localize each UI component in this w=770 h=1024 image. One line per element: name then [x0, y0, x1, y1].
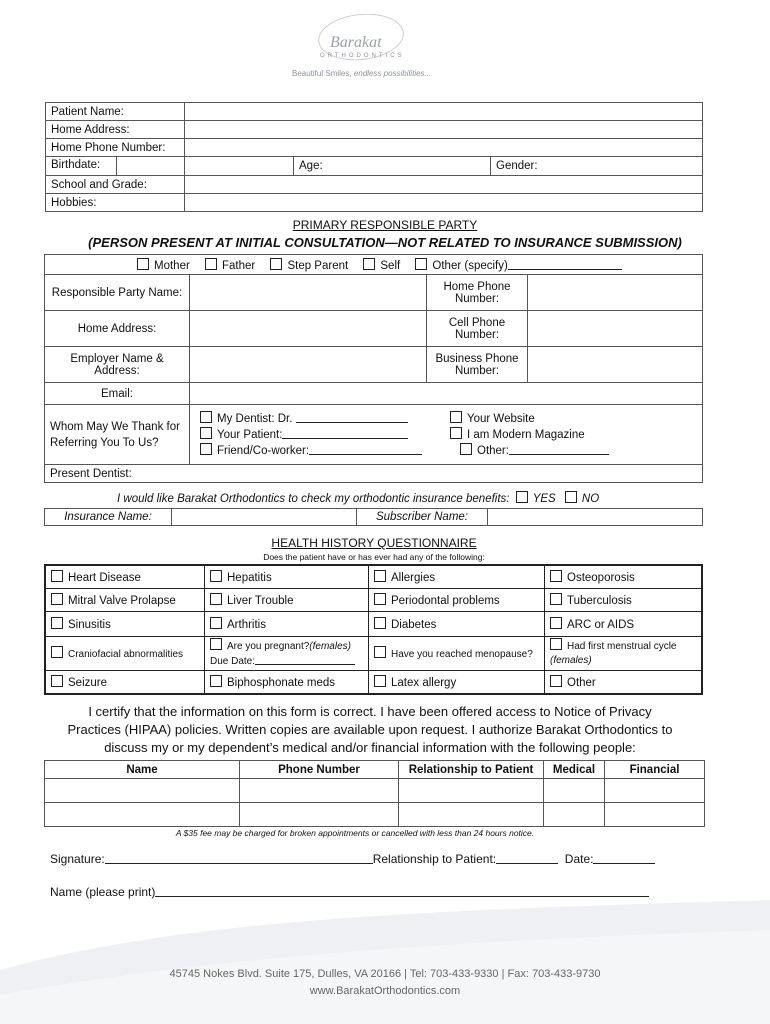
checkbox-referral-dentist[interactable]	[200, 411, 212, 423]
checkbox-osteoporosis[interactable]	[550, 570, 562, 582]
col-relationship: Relationship to Patient	[399, 761, 544, 779]
health-hepatitis[interactable]: Hepatitis	[205, 565, 369, 588]
signature-label: Signature:	[50, 852, 105, 866]
checkbox-step-parent[interactable]	[270, 258, 282, 270]
relation-step-parent[interactable]: Step Parent	[270, 260, 348, 272]
person-2-medical[interactable]	[544, 803, 605, 827]
footer-wave-decoration	[0, 900, 770, 1024]
health-liver-trouble[interactable]: Liver Trouble	[205, 588, 369, 611]
relationship-line[interactable]	[496, 852, 558, 864]
signature-row	[50, 852, 655, 866]
health-menopause[interactable]: Have you reached menopause?	[369, 636, 545, 670]
authorized-people-table	[44, 760, 705, 827]
checkbox-menstrual[interactable]	[550, 638, 562, 650]
party-home-address-field[interactable]	[190, 311, 427, 347]
checkbox-referral-website[interactable]	[450, 411, 462, 423]
certify-line-1: I certify that the information on this form is correct. I have been offered access to Notice of Privacy	[88, 704, 652, 719]
referral-other[interactable]: Other:	[450, 443, 609, 459]
checkbox-liver-trouble[interactable]	[210, 593, 222, 605]
print-name-line[interactable]	[155, 885, 649, 897]
insurance-question: I would like Barakat Orthodontics to check my orthodontic insurance benefits:	[117, 493, 510, 505]
school-field[interactable]	[185, 176, 703, 194]
hobbies-field[interactable]	[185, 194, 703, 212]
present-dentist-field[interactable]	[45, 465, 703, 483]
referral-dentist[interactable]: My Dentist: Dr.	[200, 411, 450, 427]
person-1-financial[interactable]	[605, 779, 705, 803]
checkbox-referral-friend[interactable]	[200, 443, 212, 455]
responsible-party-table	[44, 254, 703, 483]
col-phone-number: Phone Number	[240, 761, 399, 779]
checkbox-father[interactable]	[205, 258, 217, 270]
health-sinusitis[interactable]: Sinusitis	[45, 611, 205, 636]
email-label: Email:	[45, 383, 190, 405]
pregnant-females-note: (females)	[309, 640, 351, 652]
subscriber-name-field[interactable]	[488, 509, 703, 526]
health-seizure[interactable]: Seizure	[45, 670, 205, 694]
insurance-question-row	[117, 491, 599, 505]
health-title: HEALTH HISTORY QUESTIONNAIRE	[271, 536, 477, 550]
relation-self[interactable]: Self	[363, 260, 400, 272]
referral-options	[190, 405, 703, 465]
health-biphosphonate[interactable]: Biphosphonate meds	[205, 670, 369, 694]
checkbox-biphosphonate[interactable]	[210, 675, 222, 687]
health-periodontal[interactable]: Periodontal problems	[369, 588, 545, 611]
checkbox-self[interactable]	[363, 258, 375, 270]
person-1-relationship[interactable]	[399, 779, 544, 803]
checkbox-insurance-no[interactable]	[565, 491, 577, 503]
relation-row	[45, 255, 703, 275]
employer-label: Employer Name & Address:	[45, 347, 190, 383]
checkbox-mother[interactable]	[137, 258, 149, 270]
hobbies-label: Hobbies:	[46, 194, 185, 212]
health-craniofacial[interactable]: Craniofacial abnormalities	[45, 636, 205, 670]
home-phone-field[interactable]	[185, 139, 703, 157]
fee-note: A $35 fee may be charged for broken appointments or cancelled with less than 24 hours notice.	[175, 828, 535, 838]
health-subtitle: Does the patient have or has ever had any of the following:	[263, 552, 485, 562]
checkbox-seizure[interactable]	[51, 675, 63, 687]
health-allergies[interactable]: Allergies	[369, 565, 545, 588]
gender-label: Gender:	[496, 160, 538, 172]
checkbox-latex[interactable]	[374, 675, 386, 687]
checkbox-sinusitis[interactable]	[51, 617, 63, 629]
logo-sub: ORTHODONTICS	[320, 53, 405, 59]
person-2-financial[interactable]	[605, 803, 705, 827]
referral-label: Whom May We Thank for Referring You To Us?	[45, 405, 190, 465]
checkbox-tuberculosis[interactable]	[550, 593, 562, 605]
relation-mother[interactable]: Mother	[137, 260, 190, 272]
health-heart-disease[interactable]: Heart Disease	[45, 565, 205, 588]
home-address-label: Home Address:	[46, 121, 185, 139]
certify-line-3: discuss my or my dependent’s medical and/or financial information with the following people:	[104, 740, 636, 755]
insurance-name-field[interactable]	[172, 509, 357, 526]
checkbox-arthritis[interactable]	[210, 617, 222, 629]
subscriber-name-label: Subscriber Name:	[357, 509, 488, 526]
referral-patient[interactable]: Your Patient:	[200, 427, 450, 443]
health-table	[44, 564, 703, 695]
person-1-phone[interactable]	[240, 779, 399, 803]
checkbox-referral-other[interactable]	[460, 443, 472, 455]
checkbox-craniofacial[interactable]	[51, 646, 63, 658]
health-other[interactable]: Other	[545, 670, 703, 694]
health-menstrual[interactable]: Had first menstrual cycle (females)	[545, 636, 703, 670]
responsible-name-field[interactable]	[190, 275, 427, 311]
referral-magazine[interactable]: I am Modern Magazine	[450, 427, 609, 443]
business-phone-label: Business Phone Number:	[427, 347, 528, 383]
checkbox-allergies[interactable]	[374, 570, 386, 582]
business-phone-field[interactable]	[528, 347, 703, 383]
col-financial: Financial	[605, 761, 705, 779]
checkbox-arc-aids[interactable]	[550, 617, 562, 629]
insurance-yes-label: YES	[532, 493, 556, 505]
person-1-name[interactable]	[45, 779, 240, 803]
birthdate-cell[interactable]	[46, 157, 185, 176]
logo-name: Barakat	[330, 34, 382, 51]
health-osteoporosis[interactable]: Osteoporosis	[545, 565, 703, 588]
birthdate-label: Birthdate:	[46, 157, 117, 175]
date-line[interactable]	[593, 852, 655, 864]
cell-phone-label: Cell Phone Number:	[427, 311, 528, 347]
checkbox-health-other[interactable]	[550, 675, 562, 687]
gender-field[interactable]	[491, 157, 703, 176]
health-diabetes[interactable]: Diabetes	[369, 611, 545, 636]
certify-line-2: Practices (HIPAA) policies. Written copies are available upon request. I authorize Barakat Orthodontics to	[67, 722, 673, 737]
email-field[interactable]	[190, 383, 703, 405]
employer-field[interactable]	[190, 347, 427, 383]
relationship-label: Relationship to Patient:	[372, 852, 497, 866]
primary-title: PRIMARY RESPONSIBLE PARTY	[292, 218, 478, 232]
patient-info-table	[45, 102, 703, 212]
col-medical: Medical	[544, 761, 605, 779]
home-phone-number-field[interactable]	[528, 275, 703, 311]
person-2-phone[interactable]	[240, 803, 399, 827]
footer-website: www.BarakatOrthodontics.com	[309, 985, 461, 997]
cell-phone-field[interactable]	[528, 311, 703, 347]
insurance-no-label: NO	[581, 493, 600, 505]
responsible-name-label: Responsible Party Name:	[45, 275, 190, 311]
health-mitral-valve[interactable]: Mitral Valve Prolapse	[45, 588, 205, 611]
checkbox-heart-disease[interactable]	[51, 570, 63, 582]
due-date-label: Due Date:	[210, 655, 256, 667]
checkbox-insurance-yes[interactable]	[516, 491, 528, 503]
patient-name-field[interactable]	[185, 103, 703, 121]
present-dentist-label: Present Dentist:	[50, 467, 132, 480]
checkbox-referral-patient[interactable]	[200, 427, 212, 439]
checkbox-diabetes[interactable]	[374, 617, 386, 629]
signature-line[interactable]	[105, 852, 373, 864]
health-arc-aids[interactable]: ARC or AIDS	[545, 611, 703, 636]
date-label: Date:	[564, 852, 594, 866]
checkbox-referral-magazine[interactable]	[450, 427, 462, 439]
home-address-field[interactable]	[185, 121, 703, 139]
relation-father[interactable]: Father	[205, 260, 255, 272]
col-name: Name	[45, 761, 240, 779]
print-name-label: Name (please print)	[50, 885, 156, 899]
checkbox-periodontal[interactable]	[374, 593, 386, 605]
checkbox-pregnant[interactable]	[210, 638, 222, 650]
birthdate-field[interactable]	[185, 157, 294, 176]
person-2-relationship[interactable]	[399, 803, 544, 827]
menstrual-females-note: (females)	[550, 655, 592, 666]
home-phone-label: Home Phone Number:	[46, 139, 185, 157]
print-name-row	[50, 885, 649, 899]
person-2-name[interactable]	[45, 803, 240, 827]
checkbox-other[interactable]	[415, 258, 427, 270]
checkbox-mitral-valve[interactable]	[51, 593, 63, 605]
primary-subtitle: (PERSON PRESENT AT INITIAL CONSULTATION—NOT RELATED TO INSURANCE SUBMISSION)	[88, 235, 682, 250]
checkbox-menopause[interactable]	[374, 646, 386, 658]
logo-tagline: Beautiful Smiles, endless possibilities...	[292, 69, 432, 78]
age-field[interactable]	[294, 157, 491, 176]
party-home-address-label: Home Address:	[45, 311, 190, 347]
insurance-name-label: Insurance Name:	[45, 509, 172, 526]
health-arthritis[interactable]: Arthritis	[205, 611, 369, 636]
health-pregnant[interactable]: Are you pregnant?(females) Due Date:	[205, 636, 369, 670]
home-phone-number-label: Home Phone Number:	[427, 275, 528, 311]
school-label: School and Grade:	[46, 176, 185, 194]
certify-text	[30, 703, 710, 757]
checkbox-hepatitis[interactable]	[210, 570, 222, 582]
insurance-table	[44, 508, 703, 526]
person-1-medical[interactable]	[544, 779, 605, 803]
relation-other[interactable]: Other (specify)	[415, 260, 621, 272]
age-label: Age:	[299, 160, 323, 172]
referral-friend[interactable]: Friend/Co-worker:	[200, 443, 450, 459]
health-tuberculosis[interactable]: Tuberculosis	[545, 588, 703, 611]
referral-website[interactable]: Your Website	[450, 411, 609, 427]
patient-name-label: Patient Name:	[46, 103, 185, 121]
health-latex[interactable]: Latex allergy	[369, 670, 545, 694]
footer-address: 45745 Nokes Blvd. Suite 175, Dulles, VA 20166 | Tel: 703-433-9330 | Fax: 703-433-9730	[169, 968, 601, 980]
